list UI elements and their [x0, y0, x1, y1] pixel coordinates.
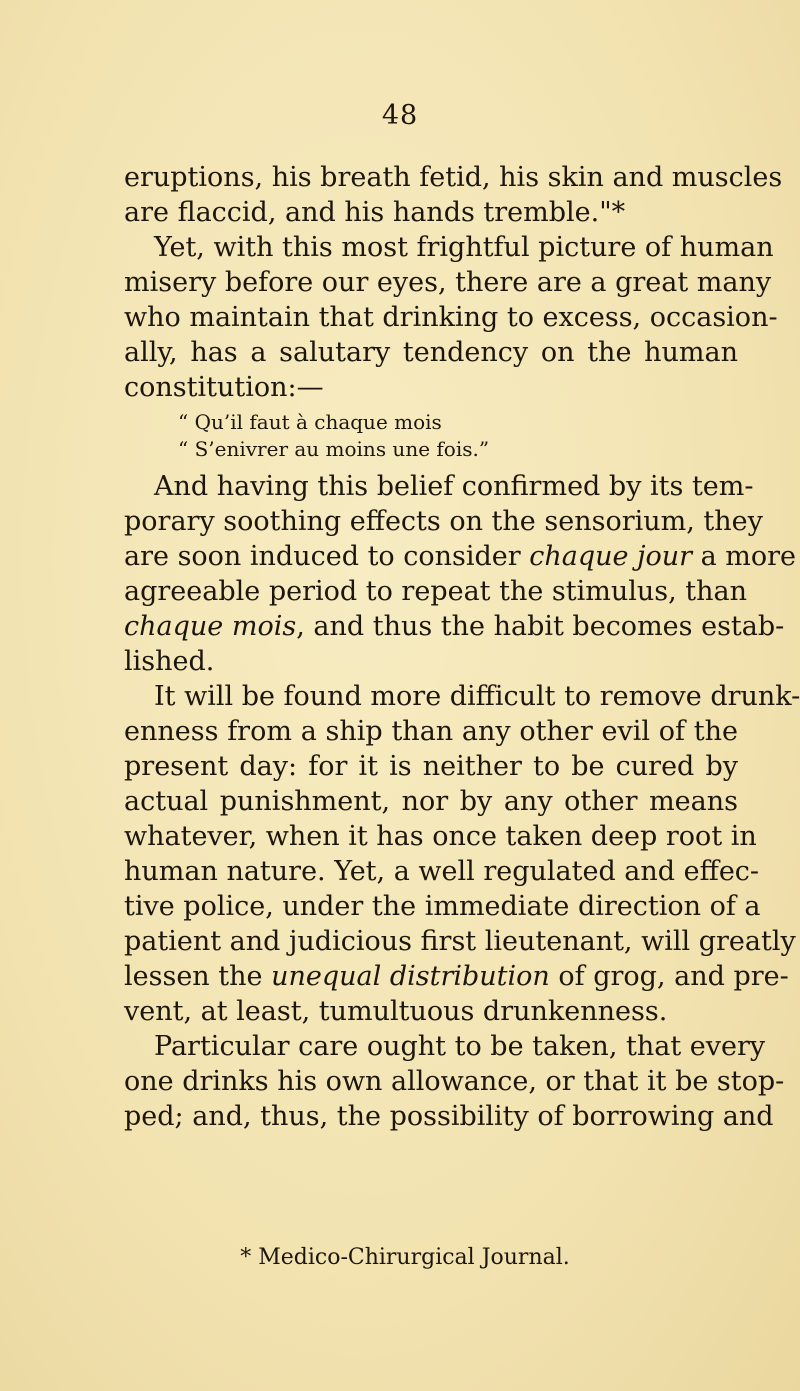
text-line: Particular care ought to be taken, that every — [154, 1031, 766, 1062]
text-line: ped; and, thus, the possibility of borrowing and — [124, 1101, 774, 1132]
text-line: porary soothing effects on the sensorium, they — [124, 506, 763, 537]
text-line: chaque mois, and thus the habit becomes estab- — [124, 611, 785, 642]
text-line: one drinks his own allowance, or that it be stop- — [124, 1066, 785, 1097]
text-line: vent, at least, tumultuous drunkenness. — [124, 996, 668, 1027]
french-quote-line: “ S’enivrer au moins une fois.” — [178, 437, 490, 461]
text-line: constitution:— — [124, 372, 324, 403]
text-line: lished. — [124, 646, 215, 677]
text-line: who maintain that drinking to excess, occasion- — [124, 302, 778, 333]
text-line: tive police, under the immediate direction of a — [124, 891, 761, 922]
italic-phrase: chaque mois — [124, 611, 297, 642]
italic-phrase: unequal distribution — [271, 961, 550, 992]
text-line: ally, has a salutary tendency on the human — [124, 337, 738, 368]
french-quote-line: “ Qu’il faut à chaque mois — [178, 410, 442, 434]
text-line: lessen the unequal distribution of grog, and pre- — [124, 961, 789, 992]
text-line: And having this belief confirmed by its tem- — [154, 471, 754, 502]
text-line: actual punishment, nor by any other means — [124, 786, 738, 817]
text-line: enness from a ship than any other evil of the — [124, 716, 738, 747]
italic-phrase: chaque jour — [529, 541, 693, 572]
page-number: 48 — [381, 100, 419, 131]
text-line: present day: for it is neither to be cured by — [124, 751, 738, 782]
text-line: are flaccid, and his hands tremble."* — [124, 197, 626, 228]
text-line: are soon induced to consider chaque jour a more — [124, 541, 797, 572]
body-text — [124, 160, 800, 1134]
text-line: whatever, when it has once taken deep root in — [124, 821, 757, 852]
text-line: human nature. Yet, a well regulated and effec- — [124, 856, 760, 887]
text-line: Yet, with this most frightful picture of human — [154, 232, 774, 263]
text-line: It will be found more difficult to remove drunk- — [154, 681, 800, 712]
text-line: agreeable period to repeat the stimulus, than — [124, 576, 748, 607]
text-line: misery before our eyes, there are a great many — [124, 267, 772, 298]
text-line: patient and judicious first lieutenant, will greatly — [124, 926, 796, 957]
text-line: eruptions, his breath fetid, his skin and muscles — [124, 162, 783, 193]
footnote: * Medico-Chirurgical Journal. — [240, 1245, 570, 1270]
